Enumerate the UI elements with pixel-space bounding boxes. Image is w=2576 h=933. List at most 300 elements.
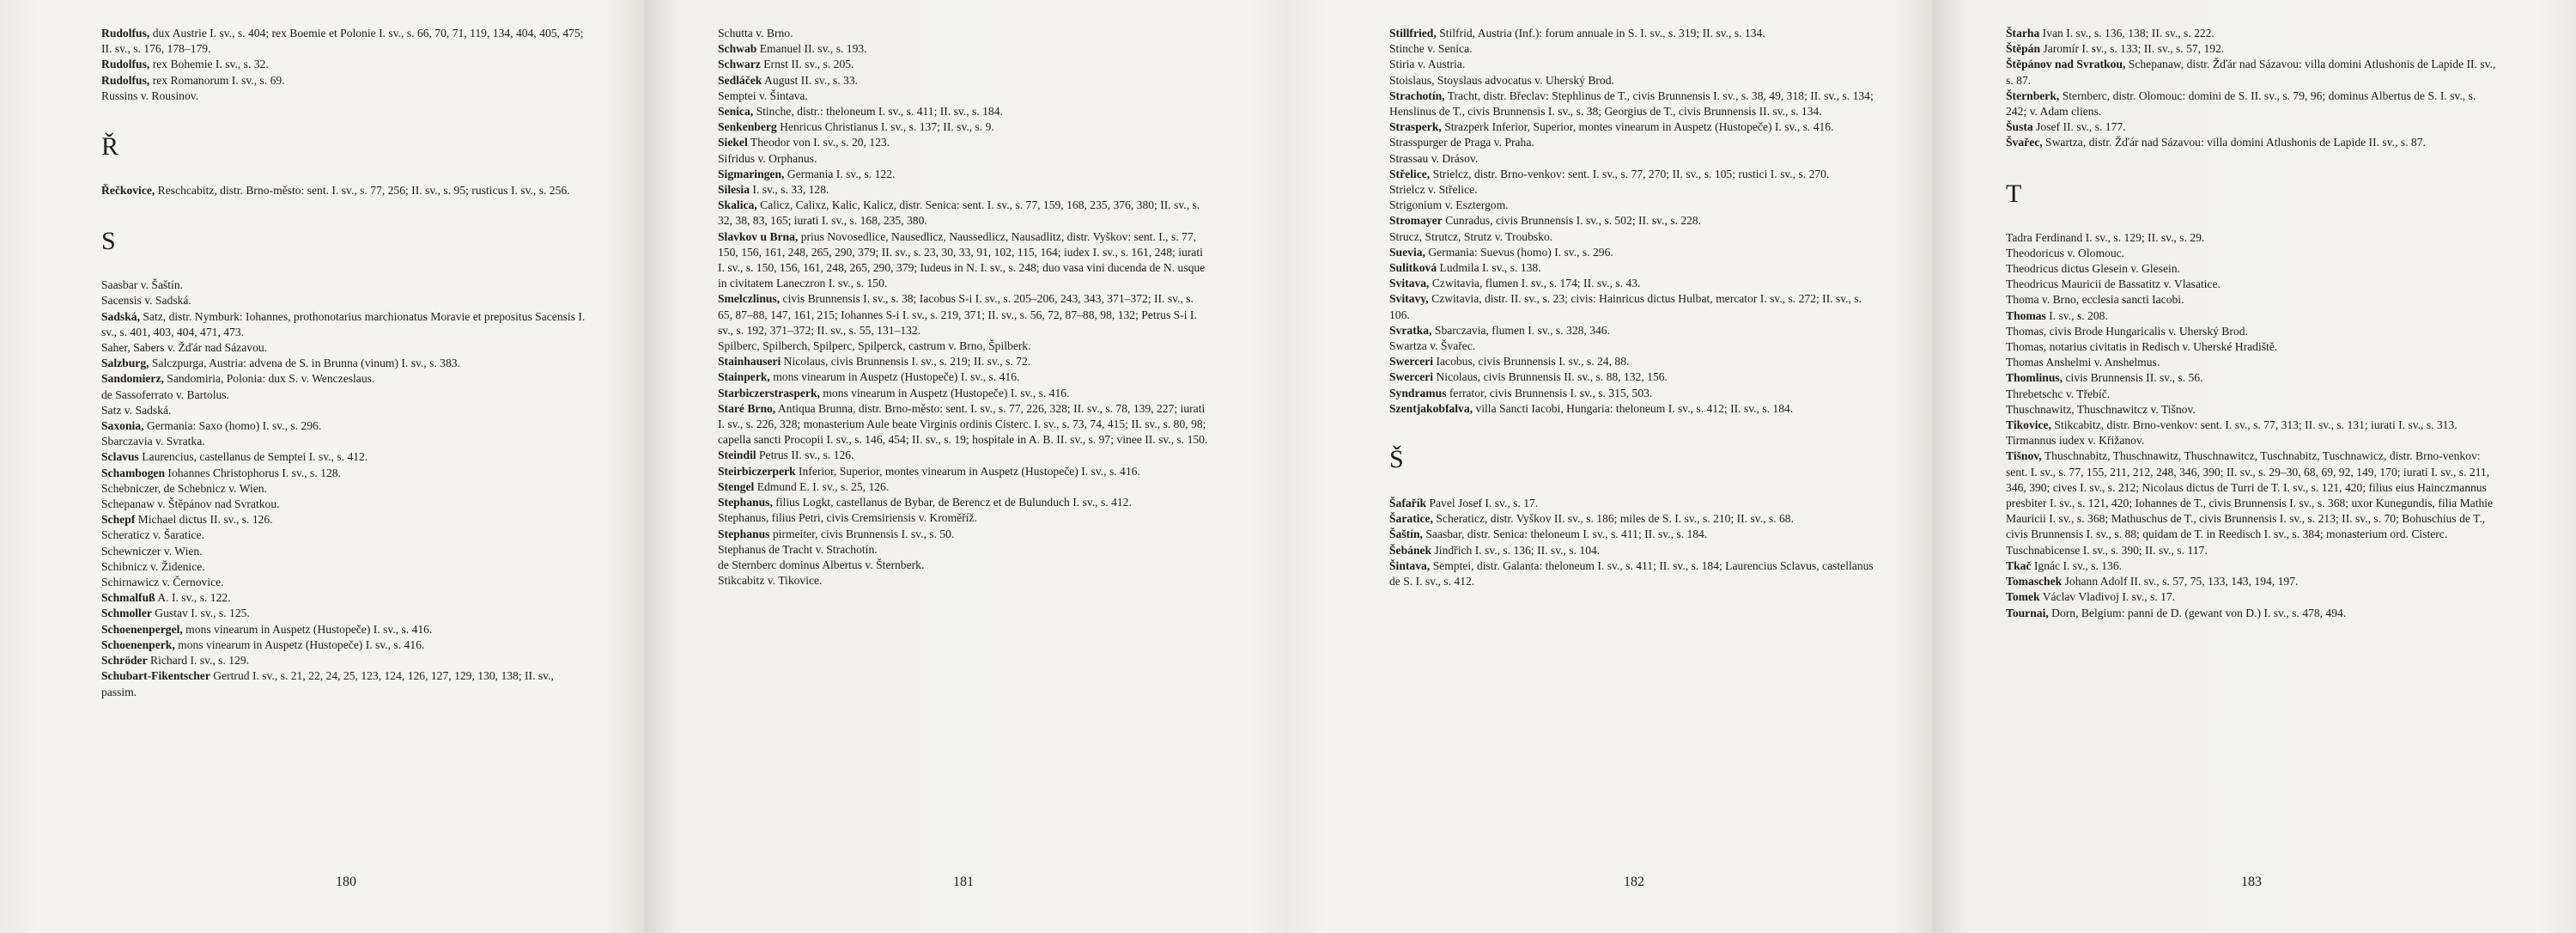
entry-text: I. sv., s. 33, 128. <box>750 183 829 197</box>
entry-text: Tracht, distr. Břeclav: Stephlinus de T., civis Brunnensis I. sv., s. 38, 49, 318; II. sv., s. 134; Henslinus de T., civis Brunnensis I. sv., s. 38; Georgius de T., civis Brunnensis II. sv., s. 134. <box>1389 88 1874 119</box>
index-entry <box>1389 229 1879 245</box>
entry-text: Sifridus v. Orphanus. <box>718 151 817 165</box>
index-entry <box>101 527 591 543</box>
index-entry <box>718 386 1209 401</box>
entry-headword: Strasperk, <box>1389 120 1442 134</box>
entry-headword: Stainperk, <box>718 370 770 384</box>
entry-text: Richard I. sv., s. 129. <box>147 654 250 668</box>
index-entry <box>718 354 1209 369</box>
entry-headword: Sadská, <box>101 309 140 323</box>
entry-text: Thuschnawitz, Thuschnawitcz v. Tišnov. <box>2006 402 2196 416</box>
index-entry <box>718 448 1209 463</box>
entry-text: Swartza v. Švařec. <box>1389 339 1476 353</box>
entry-text: Strassau v. Drásov. <box>1389 151 1479 165</box>
entry-text: Ivan I. sv., s. 136, 138; II. sv., s. 222. <box>2039 27 2215 40</box>
index-entry <box>1389 323 1879 338</box>
index-entry <box>101 653 591 668</box>
entry-text: Reschcabitz, distr. Brno-město: sent. I. sv., s. 77, 256; II. sv., s. 95; rusticus I. sv., s. 256. <box>155 184 570 198</box>
entry-text: Stilfrid, Austria (Inf.): forum annuale in S. I. sv., s. 319; II. sv., s. 134. <box>1436 27 1765 40</box>
index-entry <box>1389 213 1879 229</box>
index-entry <box>101 575 591 590</box>
index-entry <box>2006 308 2497 324</box>
entry-headword: Thomas <box>2006 308 2046 322</box>
entry-text: Sandomiria, Polonia: dux S. v. Wenczeslaus. <box>163 372 375 386</box>
index-entry <box>718 479 1209 495</box>
entry-text: Theodoricus v. Olomouc. <box>2006 246 2125 259</box>
page-number: 183 <box>2241 875 2262 889</box>
page-content <box>101 26 591 700</box>
index-entry <box>718 401 1209 448</box>
entry-headword: Střelice, <box>1389 167 1431 180</box>
entry-headword: Senkenberg <box>718 120 777 134</box>
entry-text: Thuschnabitz, Thuschnawitz, Thuschnawitcz, Tuschnabitz, Tuschnawicz, distr. Brno-venkov: sent. I. sv., s. 77, 155, 211, 212, 248, 346, 390; II. sv., s. 29–30, 68, 69, 92, 149, 170; iurati I. sv., s. 211, 346, 390; cives I. sv., s. 212; Nicolaus dictus de Turri de T. I. sv., s. 121, 420; filius eius Hainczmannus presbiter I. sv., s. 121, 420; Iohannes de T., civis Brunnensis I. sv., s. 368; uxor Kunegundis, filia Mathie Mauricii I. sv., s. 368; Mathuschus de T., civis Brunnensis I. sv., s. 213; II. sv., s. 70; Bohuschius de T., civis Brunnensis I. sv., s. 88; quidam de T. in Reedisch I. sv., s. 384; monasterium ord. Cisterc. Tuschnabicense I. sv., s. 390; II. sv., s. 117. <box>2006 449 2494 557</box>
entry-text: Theodor von I. sv., s. 20, 123. <box>747 136 890 149</box>
index-entry <box>1389 41 1879 57</box>
index-entry <box>718 182 1209 198</box>
index-entry <box>101 449 591 465</box>
index-entry <box>2006 135 2497 150</box>
entry-text: Stikcabitz v. Tikovice. <box>718 574 823 588</box>
index-entry <box>718 558 1209 573</box>
entry-text: filius Logkt, castellanus de Bybar, de Berencz et de Bulunduch I. sv., s. 412. <box>772 496 1132 509</box>
index-entry <box>1389 291 1879 322</box>
index-entry <box>1389 245 1879 260</box>
entry-text: Thomas Anshelmi v. Anshelmus. <box>2006 356 2160 369</box>
entry-headword: Sclavus <box>101 450 139 464</box>
index-entry <box>1389 496 1879 511</box>
entry-text: Germania I. sv., s. 122. <box>784 167 896 180</box>
index-entry <box>2006 88 2497 119</box>
entry-headword: Steindil <box>718 448 756 462</box>
entry-text: Saasbar, distr. Senica: theloneum I. sv., s. 411; II. sv., s. 184. <box>1422 527 1708 541</box>
entry-text: Stinche v. Senica. <box>1389 42 1473 56</box>
entry-headword: Šebánek <box>1389 543 1432 557</box>
entry-text: Stephanus, filius Petri, civis Cremsiriensis v. Kroměříž. <box>718 511 977 525</box>
index-entry <box>2006 589 2497 605</box>
entry-headword: Schwab <box>718 42 757 56</box>
entry-text: Schepanaw v. Štěpánov nad Svratkou. <box>101 497 280 511</box>
index-entry <box>2006 418 2497 433</box>
entry-text: A. I. sv., s. 122. <box>155 591 231 605</box>
entry-text: Germania: Suevus (homo) I. sv., s. 296. <box>1425 245 1613 259</box>
index-entry <box>2006 277 2497 292</box>
index-entry <box>101 57 591 72</box>
index-entry <box>718 135 1209 150</box>
index-entry <box>1389 57 1879 72</box>
entry-headword: Švařec, <box>2006 136 2043 149</box>
entry-text: rex Bohemie I. sv., s. 32. <box>149 58 269 71</box>
entry-text: Salczpurga, Austria: advena de S. in Brunna (vinum) I. sv., s. 383. <box>149 357 460 370</box>
entry-text: mons vinearum in Auspetz (Hustopeče) I. sv., s. 416. <box>174 637 425 651</box>
index-entry <box>1389 119 1879 135</box>
entry-text: Threbetschc v. Třebíč. <box>2006 387 2111 400</box>
entry-headword: Štarha <box>2006 27 2040 40</box>
entry-headword: Swerceri <box>1389 355 1434 369</box>
index-entry <box>101 622 591 637</box>
entry-text: Germania: Saxo (homo) I. sv., s. 296. <box>143 419 322 433</box>
index-entry <box>101 434 591 449</box>
index-entry <box>101 668 591 699</box>
index-entry <box>101 418 591 434</box>
entry-text: Stiria v. Austria. <box>1389 58 1466 71</box>
entry-headword: Senica, <box>718 105 754 119</box>
entry-text: ferrator, civis Brunnensis I. sv., s. 315, 503. <box>1446 386 1653 399</box>
entry-text: Schutta v. Brno. <box>718 27 793 40</box>
index-entry <box>718 73 1209 88</box>
index-entry <box>718 119 1209 135</box>
entry-text: Sbarczavia, flumen I. sv., s. 328, 346. <box>1431 323 1610 337</box>
entry-text: Inferior, Superior, montes vinearum in Auspetz (Hustopeče) I. sv., s. 416. <box>795 464 1140 478</box>
page-number: 180 <box>336 875 356 889</box>
index-entry <box>101 590 591 606</box>
entry-headword: Svitava, <box>1389 277 1430 290</box>
index-entry <box>2006 558 2497 574</box>
index-entry <box>101 387 591 403</box>
entry-headword: Steirbiczerperk <box>718 464 796 478</box>
entry-headword: Schmalfuß <box>101 591 155 605</box>
entry-text: Strigonium v. Esztergom. <box>1389 198 1509 212</box>
entry-text: de Sternberc dominus Albertus v. Šternberk. <box>718 558 925 571</box>
index-entry <box>718 338 1209 354</box>
entry-headword: Szentjakobfalva, <box>1389 401 1473 415</box>
entry-text: Henricus Christianus I. sv., s. 137; II. sv., s. 9. <box>776 120 994 134</box>
index-entry <box>1389 26 1879 41</box>
entry-text: Sacensis v. Sadská. <box>101 294 191 308</box>
entry-headword: Staré Brno, <box>718 401 776 415</box>
entry-text: Johann Adolf II. sv., s. 57, 75, 133, 143, 194, 197. <box>2062 575 2299 588</box>
index-entry <box>2006 448 2497 558</box>
entry-text: Stephanus de Tracht v. Strachotín. <box>718 542 878 556</box>
page-number: 182 <box>1624 875 1644 889</box>
index-entry <box>1389 338 1879 354</box>
entry-headword: Swerceri <box>1389 370 1434 384</box>
entry-headword: Stephanus <box>718 527 770 540</box>
index-entry <box>2006 402 2497 418</box>
index-entry <box>2006 574 2497 589</box>
index-entry <box>1389 543 1879 558</box>
entry-text: Václav Vladivoj I. sv., s. 17. <box>2039 590 2176 604</box>
entry-text: Ignác I. sv., s. 136. <box>2031 558 2123 572</box>
index-entry <box>718 573 1209 588</box>
index-entry <box>2006 433 2497 448</box>
index-entry <box>2006 41 2497 57</box>
entry-text: Theodricus Mauricii de Bassatitz v. Vlasatice. <box>2006 277 2221 291</box>
index-entry <box>101 73 591 88</box>
entry-text: Sternberc, distr. Olomouc: domini de S. II. sv., s. 79, 96; dominus Albertus de S. I. sv., s. 242; v. Adam cliens. <box>2006 88 2476 119</box>
entry-headword: Štěpánov nad Svratkou, <box>2006 58 2126 71</box>
entry-text: villa Sancti Iacobi, Hungaria: theloneum I. sv., s. 412; II. sv., s. 184. <box>1473 401 1794 415</box>
index-entry <box>101 512 591 527</box>
entry-headword: Stillfried, <box>1389 27 1437 40</box>
index-entry <box>101 26 591 57</box>
entry-headword: Smelczlinus, <box>718 292 781 306</box>
index-entry <box>101 481 591 497</box>
entry-text: pirmeiter, civis Brunnensis I. sv., s. 50. <box>769 527 955 540</box>
index-entry <box>1389 401 1879 417</box>
entry-text: Scheraticz, distr. Vyškov II. sv., s. 186; miles de S. I. sv., s. 210; II. sv., s. 68. <box>1432 512 1794 526</box>
index-entry <box>1389 151 1879 167</box>
entry-headword: Šafařík <box>1389 497 1427 510</box>
entry-text: Strucz, Strutcz, Strutz v. Troubsko. <box>1389 229 1553 243</box>
index-entry <box>2006 370 2497 386</box>
entry-text: Sbarczavia v. Svratka. <box>101 435 205 448</box>
entry-text: Pavel Josef I. sv., s. 17. <box>1426 497 1539 510</box>
entry-text: Theodricus dictus Glesein v. Glesein. <box>2006 262 2180 276</box>
section-letter: S <box>101 227 116 256</box>
index-entry <box>2006 119 2497 135</box>
index-entry <box>718 151 1209 167</box>
entry-headword: Schoenenpergel, <box>101 622 183 636</box>
index-entry <box>2006 339 2497 355</box>
entry-text: prius Novosedlice, Nausedlicz, Naussedlicz, Nausadlitz, distr. Vyškov: sent. I., s. 77, 150, 156, 161, 248, 265, 290, 379; II. sv., s. 23, 30, 33, 91, 102, 115, 164; iudex I. sv., s. 161, 248; iurati I. sv., s. 150, 156, 161, 248, 265, 290, 379; Iudeus in N. I. sv., s. 248; duo vasa vini ducenda de N. usque in civitatem Laneczron I. sv., s. 150. <box>718 229 1206 290</box>
entry-headword: Schröder <box>101 654 148 668</box>
entry-headword: Šaratice, <box>1389 512 1433 526</box>
entry-text: Thomas, civis Brode Hungaricalis v. Uherský Brod. <box>2006 324 2248 338</box>
index-entry <box>1389 369 1879 385</box>
entry-headword: Siekel <box>718 136 748 149</box>
entry-text: de Sassoferrato v. Bartolus. <box>101 387 229 401</box>
entry-text: Emanuel II. sv., s. 193. <box>756 42 867 56</box>
entry-headword: Thomlinus, <box>2006 371 2063 385</box>
entry-headword: Syndramus <box>1389 386 1447 399</box>
index-entry <box>1389 527 1879 542</box>
index-entry <box>718 527 1209 542</box>
index-entry <box>718 41 1209 57</box>
entry-text: rex Romanorum I. sv., s. 69. <box>149 73 285 87</box>
index-entry <box>2006 230 2497 246</box>
entry-text: civis Brunnensis II. sv., s. 56. <box>2063 371 2203 385</box>
entry-text: Stikcabitz, distr. Brno-venkov: sent. I. sv., s. 77, 313; II. sv., s. 131; iurati I. sv., s. 313. <box>2051 418 2458 432</box>
index-entry <box>2006 355 2497 370</box>
index-entry <box>101 309 591 340</box>
index-entry <box>1389 135 1879 150</box>
entry-headword: Rudolfus, <box>101 58 150 71</box>
entry-text: Iacobus, civis Brunnensis I. sv., s. 24, 88. <box>1433 355 1630 369</box>
page-content <box>2006 26 2497 621</box>
entry-text: August II. sv., s. 33. <box>762 73 859 87</box>
entry-headword: Stengel <box>718 479 755 493</box>
entry-text: Jindřich I. sv., s. 136; II. sv., s. 104. <box>1431 543 1601 557</box>
index-entry <box>1389 354 1879 369</box>
index-entry <box>101 340 591 356</box>
entry-headword: Tomaschek <box>2006 575 2063 588</box>
index-entry <box>1389 558 1879 589</box>
entry-headword: Tišnov, <box>2006 449 2042 463</box>
entry-text: Strasspurger de Praga v. Praha. <box>1389 136 1534 149</box>
entry-text: Saher, Sabers v. Žďár nad Sázavou. <box>101 341 268 355</box>
index-entry <box>101 293 591 308</box>
entry-headword: Tkač <box>2006 558 2032 572</box>
entry-text: Ernst II. sv., s. 205. <box>760 58 854 71</box>
entry-text: Strazperk Inferior, Superior, montes vinearum in Auspetz (Hustopeče) I. sv., s. 416. <box>1441 120 1834 134</box>
index-entry <box>1389 260 1879 276</box>
entry-headword: Schoenenperk, <box>101 637 175 651</box>
index-entry <box>718 291 1209 338</box>
entry-text: Scheraticz v. Šaratice. <box>101 528 204 542</box>
entry-text: Josef II. sv., s. 177. <box>2032 120 2126 134</box>
page-183 <box>1932 0 2576 933</box>
page-content <box>1389 26 1879 589</box>
index-entry <box>718 369 1209 385</box>
entry-text: Czwitavia, distr. II. sv., s. 23; civis: Hainricus dictus Hulbat, mercator I. sv., s. 272; II. sv., s. 106. <box>1389 292 1862 321</box>
index-entry <box>1389 386 1879 401</box>
entry-headword: Silesia <box>718 183 750 197</box>
entry-text: dux Austrie I. sv., s. 404; rex Boemie et Polonie I. sv., s. 66, 70, 71, 119, 134, 404, 405, 475; II. sv., s. 176, 178–179. <box>101 27 584 56</box>
index-entry <box>1389 198 1879 213</box>
index-entry <box>2006 246 2497 261</box>
entry-text: Semptei v. Šintava. <box>718 88 808 102</box>
entry-headword: Salzburg, <box>101 357 149 370</box>
entry-headword: Skalica, <box>718 198 757 212</box>
entry-headword: Strachotín, <box>1389 88 1445 102</box>
entry-headword: Sedláček <box>718 73 762 87</box>
entry-text: Cunradus, civis Brunnensis I. sv., s. 502; II. sv., s. 228. <box>1442 214 1702 228</box>
page-content <box>718 26 1209 588</box>
entry-text: Nicolaus, civis Brunnensis II. sv., s. 88, 132, 156. <box>1433 370 1668 384</box>
entry-text: Semptei, distr. Galanta: theloneum I. sv., s. 411; II. sv., s. 184; Laurencius Sclavus, castellanus de S. I. sv., s. 412. <box>1389 558 1874 588</box>
entry-text: Stinche, distr.: theloneum I. sv., s. 411; II. sv., s. 184. <box>753 105 1003 119</box>
entry-text: Czwitavia, flumen I. sv., s. 174; II. sv., s. 43. <box>1429 277 1641 290</box>
entry-text: Ludmila I. sv., s. 138. <box>1437 261 1541 275</box>
entry-headword: Tomek <box>2006 590 2040 604</box>
entry-text: Gertrud I. sv., s. 21, 22, 24, 25, 123, 124, 126, 127, 129, 130, 138; II. sv., passim. <box>101 669 554 698</box>
entry-headword: Saxonia, <box>101 419 144 433</box>
section-letter: T <box>2006 179 2022 208</box>
index-entry <box>1389 73 1879 88</box>
index-entry <box>718 510 1209 526</box>
entry-text: Stoislaus, Stoyslaus advocatus v. Uherský Brod. <box>1389 73 1614 87</box>
entry-text: Strielcz, distr. Brno-venkov: sent. I. sv., s. 77, 270; II. sv., s. 105; rustici I. sv., s. 270. <box>1430 167 1830 180</box>
entry-headword: Suevia, <box>1389 245 1425 259</box>
entry-text: Satz, distr. Nymburk: Iohannes, prothonotarius marchionatus Moravie et prepositus Sacensis I. sv., s. 401, 403, 404, 471, 473. <box>101 309 586 338</box>
index-entry <box>718 198 1209 229</box>
entry-headword: Stainhauseri <box>718 355 781 369</box>
entry-text: Schebniczer, de Schebnicz v. Wien. <box>101 481 267 495</box>
entry-headword: Tournai, <box>2006 606 2049 619</box>
entry-headword: Rudolfus, <box>101 73 150 87</box>
index-entry <box>718 167 1209 182</box>
entry-headword: Schambogen <box>101 466 166 479</box>
section-letter: Š <box>1389 445 1404 474</box>
entry-headword: Tikovice, <box>2006 418 2051 432</box>
entry-text: Tadra Ferdinand I. sv., s. 129; II. sv., s. 29. <box>2006 230 2205 244</box>
entry-text: mons vinearum in Auspetz (Hustopeče) I. sv., s. 416. <box>819 386 1070 399</box>
entry-text: Calicz, Calixz, Kalic, Kalicz, distr. Senica: sent. I. sv., s. 77, 159, 168, 235, 376, 380; II. sv., s. 32, 38, 83, 165; iurati I. sv., s. 168, 235, 380. <box>718 198 1200 228</box>
entry-text: civis Brunnensis I. sv., s. 38; Iacobus S-i I. sv., s. 205–206, 243, 343, 371–372; II. sv., s. 65, 87–88, 147, 161, 215; Iohannes S-i I. sv., s. 219, 371; II. sv., s. 56, 72, 87–88, 98, 132; Petrus S-i I. sv., s. 192, 371–372; II. sv., s. 55, 131–132. <box>718 292 1197 337</box>
entry-text: Satz v. Sadská. <box>101 403 172 417</box>
entry-text: Dorn, Belgium: panni de D. (gewant von D.) I. sv., s. 478, 494. <box>2048 606 2347 619</box>
index-entry <box>718 104 1209 119</box>
entry-text: Laurencius, castellanus de Semptei I. sv., s. 412. <box>138 450 368 464</box>
page-180 <box>0 0 644 933</box>
entry-headword: Stephanus, <box>718 496 773 509</box>
entry-headword: Sulitková <box>1389 261 1437 275</box>
index-entry <box>101 356 591 371</box>
entry-headword: Šaštín, <box>1389 527 1423 541</box>
index-entry <box>101 403 591 418</box>
entry-headword: Schwarz <box>718 58 761 71</box>
index-entry <box>2006 606 2497 621</box>
entry-text: mons vinearum in Auspetz (Hustopeče) I. sv., s. 416. <box>182 622 433 636</box>
entry-headword: Slavkov u Brna, <box>718 229 799 243</box>
index-entry <box>718 464 1209 479</box>
entry-text: Thomas, notarius civitatis in Redisch v. Uherské Hradiště. <box>2006 340 2278 354</box>
entry-headword: Svratka, <box>1389 323 1432 337</box>
entry-text: Edmund E. I. sv., s. 25, 126. <box>754 479 890 493</box>
index-entry <box>718 57 1209 72</box>
index-entry <box>101 183 591 198</box>
index-entry <box>101 559 591 575</box>
entry-text: Antiqua Brunna, distr. Brno-město: sent. I. sv., s. 77, 226, 328; II. sv., s. 78, 139, 227; iurati I. sv., s. 226, 328; monasterium Aule beate Virginis ordinis Cisterc. I. sv., s. 73, 74, 415; II. sv., s. 80, 98; capella sancti Procopii I. sv., s. 146, 454; II. sv., s. 19; hospitale in A. B. II. sv., s. 97; vinee II. sv., s. 150. <box>718 401 1208 447</box>
entry-headword: Schmoller <box>101 607 152 620</box>
index-entry <box>718 88 1209 104</box>
entry-headword: Schepf <box>101 513 136 527</box>
entry-text: Petrus II. sv., s. 126. <box>756 448 854 462</box>
index-entry <box>101 637 591 653</box>
entry-headword: Řečkovice, <box>101 184 155 198</box>
index-entry <box>1389 276 1879 291</box>
entry-headword: Sigmaringen, <box>718 167 785 180</box>
entry-headword: Schubart-Fikentscher <box>101 669 210 683</box>
entry-headword: Sandomierz, <box>101 372 164 386</box>
page-181 <box>644 0 1288 933</box>
entry-headword: Šternberk, <box>2006 88 2060 102</box>
entry-headword: Svitavy, <box>1389 292 1429 306</box>
index-entry <box>2006 57 2497 88</box>
entry-text: Thoma v. Brno, ecclesia sancti Iacobi. <box>2006 293 2184 307</box>
page-number: 181 <box>953 875 974 889</box>
index-entry <box>718 495 1209 510</box>
entry-text: Schirnawicz v. Černovice. <box>101 576 224 589</box>
index-entry <box>2006 261 2497 277</box>
entry-text: Jaromír I. sv., s. 133; II. sv., s. 57, 192. <box>2040 42 2225 56</box>
entry-text: Swartza, distr. Žďár nad Sázavou: villa domini Atlushonis de Lapide II. sv., s. 87. <box>2042 136 2426 149</box>
entry-text: I. sv., s. 208. <box>2045 308 2108 322</box>
entry-headword: Rudolfus, <box>101 27 150 40</box>
index-entry <box>718 26 1209 41</box>
index-entry <box>1389 182 1879 198</box>
entry-headword: Stromayer <box>1389 214 1443 228</box>
entry-headword: Šintava, <box>1389 558 1431 572</box>
index-entry <box>2006 387 2497 402</box>
entry-text: mons vinearum in Auspetz (Hustopeče) I. sv., s. 416. <box>769 370 1020 384</box>
index-entry <box>101 277 591 293</box>
entry-headword: Štěpán <box>2006 42 2041 56</box>
index-entry <box>101 88 591 104</box>
entry-text: Iohannes Christophorus I. sv., s. 128. <box>165 466 341 479</box>
section-letter: Ř <box>101 132 119 162</box>
entry-text: Nicolaus, civis Brunnensis I. sv., s. 219; II. sv., s. 72. <box>781 355 1031 369</box>
right-spread <box>1288 0 2576 933</box>
entry-text: Russins v. Rousinov. <box>101 88 199 102</box>
entry-text: Schewniczer v. Wien. <box>101 544 203 558</box>
index-entry <box>718 229 1209 292</box>
index-entry <box>101 497 591 512</box>
entry-headword: Šusta <box>2006 120 2033 134</box>
entry-text: Gustav I. sv., s. 125. <box>151 607 250 620</box>
index-entry <box>1389 511 1879 527</box>
index-entry <box>101 371 591 387</box>
entry-text: Tirmannus iudex v. Křižanov. <box>2006 434 2145 448</box>
entry-text: Spilberc, Spilberch, Spilperc, Spilperck, castrum v. Brno, Špilberk. <box>718 339 1031 353</box>
entry-text: Schepanaw, distr. Žďár nad Sázavou: villa domini Atlushonis de Lapide II. sv., s. 87. <box>2006 58 2496 87</box>
entry-text: Strielcz v. Střelice. <box>1389 183 1478 197</box>
index-entry <box>101 606 591 621</box>
entry-text: Schibnicz v. Židenice. <box>101 559 205 573</box>
index-entry <box>101 544 591 559</box>
index-entry <box>2006 26 2497 41</box>
page-182 <box>1288 0 1932 933</box>
